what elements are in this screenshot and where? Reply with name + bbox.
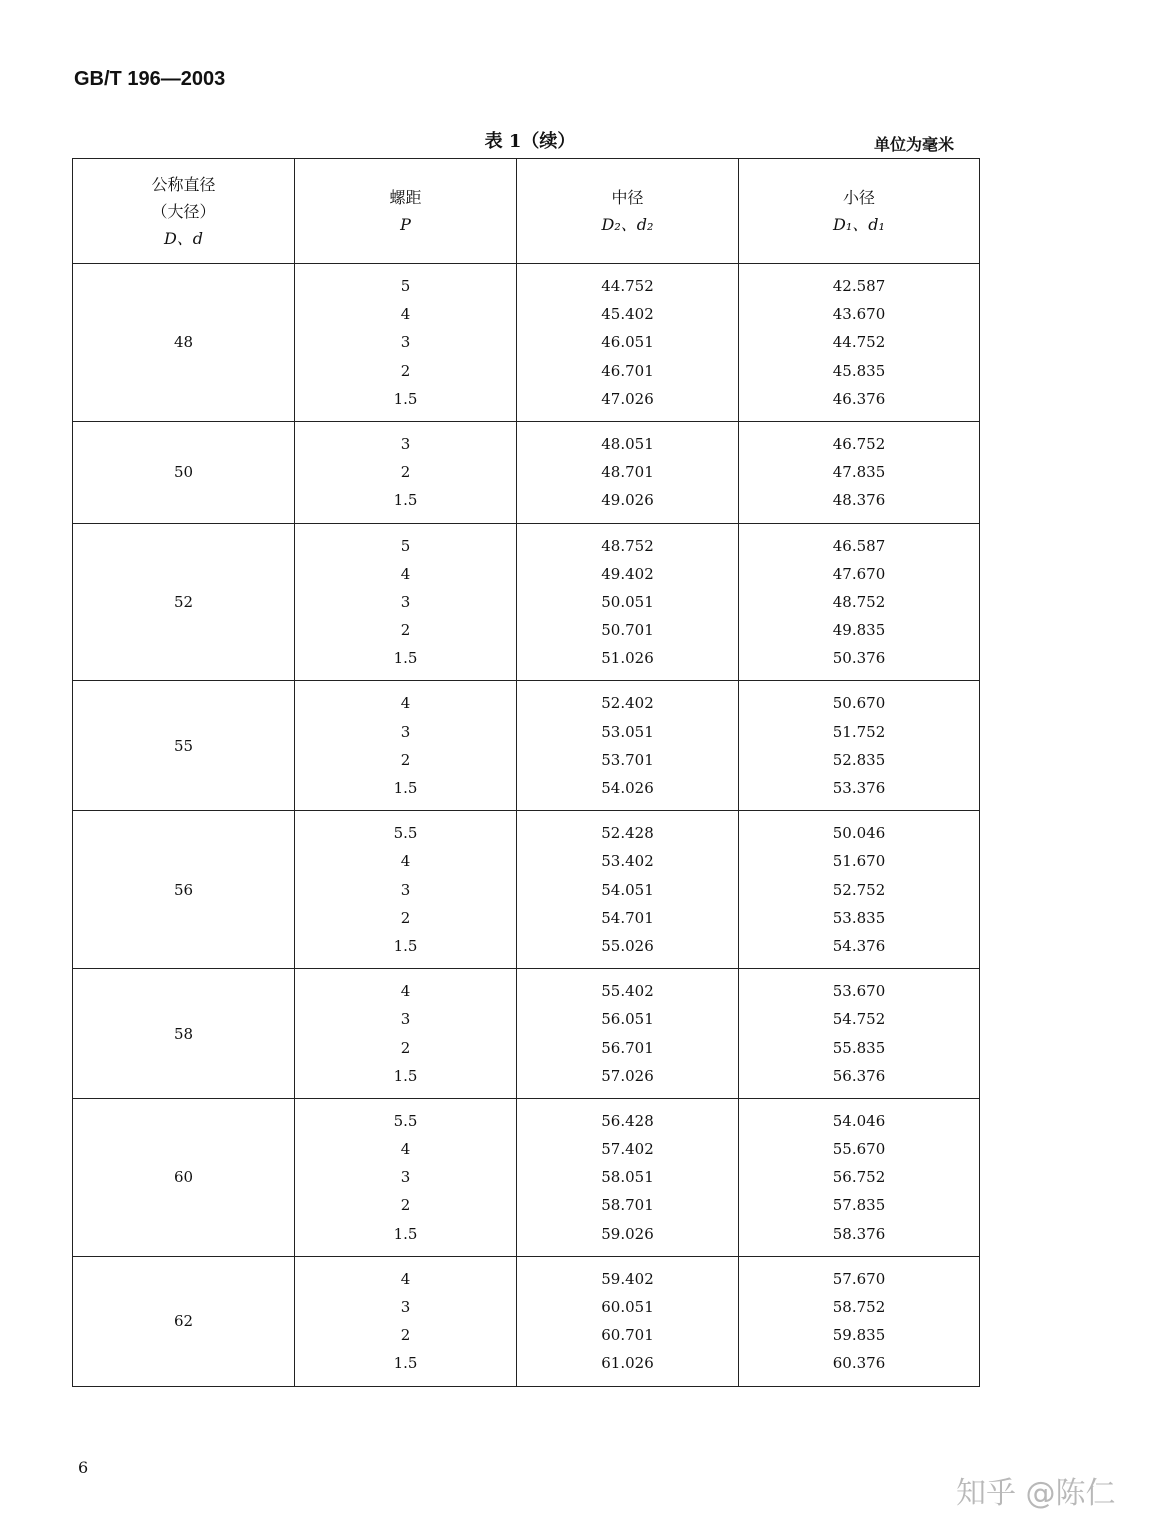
pitch-diameter-value: 50.051 xyxy=(601,592,654,611)
pitch-diameter-cell xyxy=(517,1098,739,1256)
pitch-value: 3 xyxy=(400,1010,411,1029)
nominal-diameter-cell: 52 xyxy=(73,523,295,681)
table-header-row xyxy=(73,159,980,264)
minor-diameter-cell xyxy=(739,523,980,681)
minor-diameter-value: 46.587 xyxy=(832,536,886,555)
minor-diameter-cell xyxy=(739,681,980,811)
pitch-diameter-value: 50.701 xyxy=(601,621,654,640)
table-body xyxy=(73,264,980,1387)
header-pitch-symbol: P xyxy=(400,215,411,234)
pitch-value: 4 xyxy=(400,694,411,713)
pitch-diameter-value: 48.752 xyxy=(601,536,654,555)
pitch-value: 3 xyxy=(400,1298,411,1316)
minor-diameter-value: 56.376 xyxy=(832,1066,886,1085)
minor-diameter-cell xyxy=(739,1098,980,1256)
header-pitch-label: 螺距 xyxy=(389,188,422,207)
pitch-cell xyxy=(295,523,517,681)
pitch-value: 4 xyxy=(400,982,411,1001)
pitch-value: 5 xyxy=(400,536,411,555)
minor-diameter-value: 59.835 xyxy=(832,1326,886,1345)
pitch-diameter-value: 61.026 xyxy=(601,1354,654,1373)
pitch-diameter-value: 49.402 xyxy=(601,564,654,583)
minor-diameter-value: 49.835 xyxy=(832,621,886,640)
pitch-diameter-value: 56.051 xyxy=(601,1010,654,1029)
header-minor-diameter xyxy=(739,159,980,264)
pitch-value: 2 xyxy=(400,621,411,640)
pitch-diameter-value: 56.428 xyxy=(601,1111,654,1130)
minor-diameter-value: 48.376 xyxy=(832,491,886,510)
minor-diameter-value: 50.376 xyxy=(832,649,886,668)
pitch-diameter-value: 45.402 xyxy=(601,305,654,324)
minor-diameter-value: 54.376 xyxy=(832,936,886,955)
header-nominal-line1: 公称直径 xyxy=(151,174,216,194)
standard-number: GB/T 196—2003 xyxy=(74,68,226,90)
pitch-value: 1.5 xyxy=(393,1066,418,1085)
pitch-value: 2 xyxy=(400,1326,411,1345)
pitch-value: 1.5 xyxy=(393,649,418,668)
pitch-diameter-value: 55.402 xyxy=(601,982,654,1001)
pitch-cell xyxy=(295,421,517,523)
header-minor-dia-label: 小径 xyxy=(842,188,875,207)
pitch-diameter-value: 48.701 xyxy=(601,463,654,482)
pitch-value: 2 xyxy=(400,1038,411,1057)
pitch-value: 3 xyxy=(400,333,411,352)
pitch-diameter-value: 47.026 xyxy=(601,389,654,408)
pitch-diameter-value: 46.051 xyxy=(601,333,654,352)
pitch-cell xyxy=(295,969,517,1099)
pitch-diameter-cell xyxy=(517,264,739,422)
pitch-diameter-value: 46.701 xyxy=(601,361,654,380)
minor-diameter-value: 52.752 xyxy=(832,880,886,899)
pitch-value: 4 xyxy=(400,564,411,583)
pitch-diameter-cell xyxy=(517,811,739,969)
minor-diameter-cell xyxy=(739,969,980,1099)
pitch-diameter-value: 54.701 xyxy=(601,908,654,927)
pitch-value: 1.5 xyxy=(393,1224,418,1243)
pitch-value: 3 xyxy=(400,434,411,453)
pitch-value: 1.5 xyxy=(393,389,418,408)
table-row xyxy=(73,523,980,681)
pitch-diameter-value: 55.026 xyxy=(601,936,654,955)
table-row xyxy=(73,811,980,969)
pitch-diameter-value: 60.051 xyxy=(601,1298,654,1316)
pitch-value: 2 xyxy=(400,1196,411,1215)
pitch-value: 4 xyxy=(400,1140,411,1159)
pitch-value: 1.5 xyxy=(393,1354,418,1373)
pitch-diameter-cell xyxy=(517,421,739,523)
minor-diameter-value: 53.376 xyxy=(832,779,886,797)
pitch-diameter-value: 59.026 xyxy=(601,1224,654,1243)
pitch-diameter-value: 53.402 xyxy=(601,852,654,871)
pitch-diameter-cell xyxy=(517,969,739,1099)
table-title: 表 1（续） xyxy=(484,131,576,152)
minor-diameter-value: 46.752 xyxy=(832,434,886,453)
pitch-value: 3 xyxy=(400,1168,411,1187)
header-minor-dia-symbol: D₁、d₁ xyxy=(833,215,885,234)
minor-diameter-value: 48.752 xyxy=(832,592,886,611)
pitch-diameter-value: 58.701 xyxy=(601,1196,654,1215)
pitch-diameter-value: 49.026 xyxy=(601,491,654,510)
minor-diameter-value: 52.835 xyxy=(832,750,886,769)
pitch-value: 4 xyxy=(400,305,411,324)
pitch-value: 5 xyxy=(400,277,411,295)
pitch-diameter-value: 56.701 xyxy=(601,1038,654,1057)
pitch-diameter-value: 51.026 xyxy=(601,649,654,668)
nominal-diameter-cell: 55 xyxy=(73,681,295,811)
header-pitch-diameter xyxy=(517,159,739,264)
pitch-diameter-value: 52.428 xyxy=(601,824,654,843)
pitch-value: 2 xyxy=(400,463,411,482)
pitch-diameter-cell xyxy=(517,523,739,681)
pitch-cell xyxy=(295,1098,517,1256)
pitch-diameter-value: 48.051 xyxy=(601,434,654,453)
minor-diameter-value: 53.835 xyxy=(832,908,886,927)
pitch-value: 1.5 xyxy=(393,779,418,797)
minor-diameter-value: 42.587 xyxy=(832,277,886,295)
pitch-cell xyxy=(295,681,517,811)
minor-diameter-cell xyxy=(739,421,980,523)
header-pitch-dia-symbol: D₂、d₂ xyxy=(601,215,654,234)
nominal-diameter-cell: 56 xyxy=(73,811,295,969)
pitch-value: 5.5 xyxy=(393,824,418,843)
minor-diameter-value: 55.835 xyxy=(832,1038,886,1057)
minor-diameter-value: 44.752 xyxy=(832,333,886,352)
watermark: 知乎 @陈仁 xyxy=(956,1476,1116,1511)
pitch-value: 2 xyxy=(400,750,411,769)
pitch-diameter-cell xyxy=(517,1256,739,1386)
pitch-diameter-value: 53.051 xyxy=(601,722,654,741)
minor-diameter-value: 60.376 xyxy=(832,1354,886,1373)
minor-diameter-value: 57.835 xyxy=(832,1196,886,1215)
minor-diameter-value: 53.670 xyxy=(832,982,886,1001)
thread-dimension-table xyxy=(72,158,980,1387)
minor-diameter-value: 51.670 xyxy=(832,852,886,871)
pitch-diameter-cell xyxy=(517,681,739,811)
pitch-value: 5.5 xyxy=(393,1111,418,1130)
page-number: 6 xyxy=(78,1458,89,1477)
minor-diameter-value: 51.752 xyxy=(832,722,886,741)
table-row xyxy=(73,969,980,1099)
nominal-diameter-cell: 60 xyxy=(73,1098,295,1256)
pitch-value: 1.5 xyxy=(393,491,418,510)
minor-diameter-value: 56.752 xyxy=(832,1168,886,1187)
pitch-value: 3 xyxy=(400,722,411,741)
minor-diameter-value: 58.752 xyxy=(832,1298,886,1316)
minor-diameter-cell xyxy=(739,811,980,969)
nominal-diameter-cell: 62 xyxy=(73,1256,295,1386)
minor-diameter-value: 54.752 xyxy=(832,1010,886,1029)
minor-diameter-value: 57.670 xyxy=(832,1269,886,1288)
nominal-diameter-cell: 50 xyxy=(73,421,295,523)
pitch-value: 2 xyxy=(400,361,411,380)
pitch-value: 4 xyxy=(400,852,411,871)
pitch-diameter-value: 60.701 xyxy=(601,1326,654,1345)
minor-diameter-cell xyxy=(739,1256,980,1386)
pitch-diameter-value: 57.026 xyxy=(601,1066,654,1085)
table-row xyxy=(73,681,980,811)
minor-diameter-value: 50.046 xyxy=(832,824,886,843)
header-nominal-diameter xyxy=(73,159,295,264)
table-row xyxy=(73,1256,980,1386)
pitch-diameter-value: 52.402 xyxy=(601,694,654,713)
minor-diameter-value: 58.376 xyxy=(832,1224,886,1243)
pitch-diameter-value: 59.402 xyxy=(601,1269,654,1288)
pitch-value: 3 xyxy=(400,592,411,611)
minor-diameter-cell xyxy=(739,264,980,422)
minor-diameter-value: 46.376 xyxy=(832,389,886,408)
table-row xyxy=(73,421,980,523)
pitch-cell xyxy=(295,1256,517,1386)
pitch-value: 4 xyxy=(400,1269,411,1288)
pitch-diameter-value: 54.051 xyxy=(601,880,654,899)
pitch-diameter-value: 44.752 xyxy=(601,277,654,295)
header-nominal-line2: （大径） xyxy=(151,201,216,221)
table-row xyxy=(73,1098,980,1256)
table-row xyxy=(73,264,980,422)
minor-diameter-value: 55.670 xyxy=(832,1140,886,1159)
unit-label: 单位为毫米 xyxy=(874,135,955,154)
pitch-diameter-value: 54.026 xyxy=(601,779,654,797)
pitch-diameter-value: 58.051 xyxy=(601,1168,654,1187)
header-pitch xyxy=(295,159,517,264)
pitch-value: 2 xyxy=(400,908,411,927)
minor-diameter-value: 47.835 xyxy=(832,463,886,482)
header-nominal-symbol: D、d xyxy=(163,228,204,248)
pitch-cell xyxy=(295,811,517,969)
pitch-diameter-value: 57.402 xyxy=(601,1140,654,1159)
minor-diameter-value: 45.835 xyxy=(832,361,886,380)
minor-diameter-value: 54.046 xyxy=(832,1111,886,1130)
nominal-diameter-cell: 58 xyxy=(73,969,295,1099)
nominal-diameter-cell: 48 xyxy=(73,264,295,422)
minor-diameter-value: 50.670 xyxy=(832,694,886,713)
pitch-cell xyxy=(295,264,517,422)
minor-diameter-value: 47.670 xyxy=(832,564,886,583)
minor-diameter-value: 43.670 xyxy=(832,305,886,324)
pitch-diameter-value: 53.701 xyxy=(601,750,654,769)
pitch-value: 3 xyxy=(400,880,411,899)
pitch-value: 1.5 xyxy=(393,936,418,955)
header-pitch-dia-label: 中径 xyxy=(611,188,644,207)
